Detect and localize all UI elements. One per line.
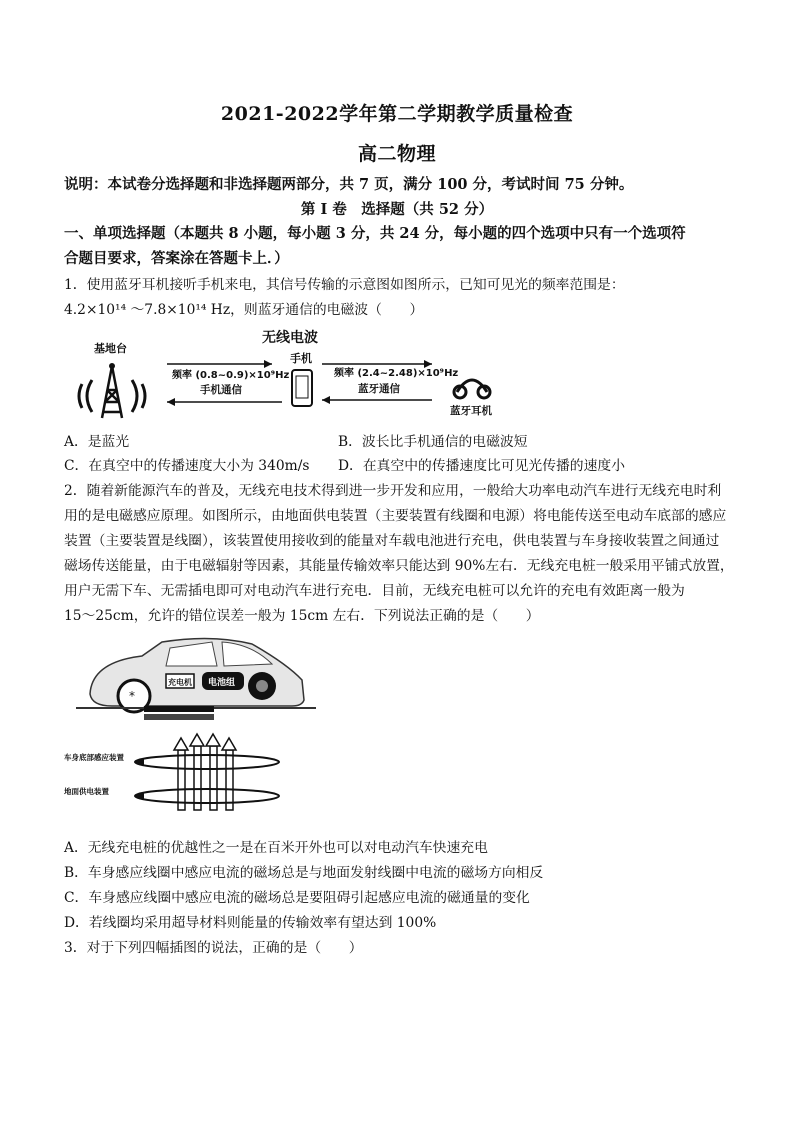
q3-stem: 3．对于下列四幅插图的说法，正确的是（ ）: [64, 940, 363, 956]
q2-stem-line4: 磁场传送能量，由于电磁辐射等因素，其能量传输效率只能达到 90%左右．无线充电桩一般采用平铺式放置，: [64, 558, 734, 574]
q1-option-a: A．是蓝光: [64, 434, 130, 450]
q1-figure: [72, 326, 502, 426]
q2-stem-line5: 用户无需下车、无需插电即可对电动汽车进行充电．目前，无线充电桩可以允许的充电有效距离一般为: [64, 583, 685, 599]
base-station-label: 基地台: [94, 342, 127, 355]
figure-title: 无线电波: [262, 330, 318, 346]
volume-heading: 第 I 卷 选择题（共 52 分）: [300, 201, 494, 218]
exam-note: 说明：本试卷分选择题和非选择题两部分，共 7 页，满分 100 分，考试时间 75 分钟。: [64, 176, 634, 193]
q2-stem-line1: 2．随着新能源汽车的普及，无线充电技术得到进一步开发和应用，一般给大功率电动汽车进行无线充电时利: [64, 483, 722, 499]
q1-stem-line1: 1．使用蓝牙耳机接听手机来电，其信号传输的示意图如图所示，已知可见光的频率范围是：: [64, 277, 625, 293]
box1-label: 充电机: [168, 678, 192, 687]
q2-stem-line6: 15～25cm，允许的错位误差一般为 15cm 左右．下列说法正确的是（ ）: [64, 608, 540, 624]
q1-option-b: B．波长比手机通信的电磁波短: [338, 434, 528, 450]
q2-figure: [62, 634, 322, 824]
q2-option-c: C．车身感应线圈中感应电流的磁场总是要阻碍引起感应电流的磁通量的变化: [64, 890, 530, 906]
comm-right: 蓝牙通信: [358, 383, 400, 395]
freq-left: 频率 (0.8~0.9)×10⁹Hz: [172, 370, 290, 381]
subject-title: 高二物理: [357, 143, 436, 165]
q1-option-c: C．在真空中的传播速度大小为 340m/s: [64, 458, 310, 474]
magnetic-field-arrows: [174, 734, 236, 810]
comm-left: 手机通信: [200, 384, 242, 396]
label-top: 车身底部感应装置: [64, 753, 124, 762]
q2-option-b: B．车身感应线圈中感应电流的磁场总是与地面发射线圈中电流的磁场方向相反: [64, 865, 544, 881]
exam-title: 2021-2022学年第二学期教学质量检查: [220, 103, 574, 125]
freq-right: 频率 (2.4~2.48)×10⁹Hz: [334, 368, 459, 379]
tower-icon: [79, 363, 145, 418]
phone-label: 手机: [290, 352, 312, 365]
label-bottom: 地面供电装置: [64, 787, 109, 796]
q2-stem-line3: 装置（主要装置是线圈），该装置使用接收到的能量对车载电池进行充电，供电装置与车身接收装置之间通过: [64, 533, 720, 549]
q2-stem-line2: 用的是电磁感应原理。如图所示，由地面供电装置（主要装置有线圈和电源）将电能传送至电动车底部的感应: [64, 508, 727, 524]
svg-text:*: *: [129, 689, 135, 703]
q2-option-d: D．若线圈均采用超导材料则能量的传输效率有望达到 100%: [64, 915, 437, 931]
q1-stem-line2: 4.2×10¹⁴ ～7.8×10¹⁴ Hz，则蓝牙通信的电磁波（ ）: [64, 302, 424, 318]
phone-icon: [292, 370, 312, 406]
q1-option-d: D．在真空中的传播速度比可见光传播的速度小: [338, 458, 625, 474]
car-illustration: [90, 638, 304, 712]
earphone-icon: [454, 380, 490, 398]
section-heading-line2: 合题目要求，答案涂在答题卡上．）: [64, 250, 289, 267]
section-heading-line1: 一、单项选择题（本题共 8 小题，每小题 3 分，共 24 分，每小题的四个选项中只有一个选项符: [64, 225, 686, 242]
lower-coil: [135, 789, 279, 803]
earphone-label: 蓝牙耳机: [450, 405, 492, 417]
box2-label: 电池组: [208, 678, 236, 688]
upper-coil: [135, 755, 279, 769]
q2-option-a: A．无线充电桩的优越性之一是在百米开外也可以对电动汽车快速充电: [64, 840, 488, 856]
